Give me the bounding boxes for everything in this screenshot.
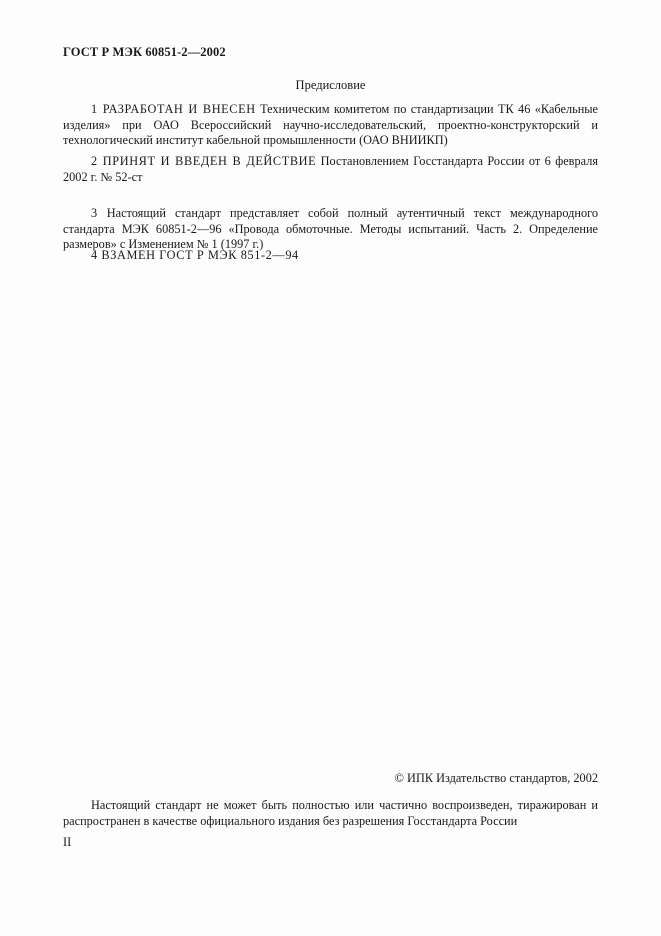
paragraph-text: Настоящий стандарт представляет собой полный аутентичный текст международного стандарта МЭК 60851-2—96 «Провода обмоточные. Методы испытаний. Часть 2. Определение размеров» с Изменением № 1 (1997 г.) [63,206,598,251]
paragraph-lead: 3 [91,206,98,220]
paragraph-text: Техническим комитетом по стандартизации ТК 46 «Кабельные изделия» при ОАО Всероссийский научно-исследовательский, проектно-конструкторский и технологический институт кабельной промышленности (ОАО ВНИИКП) [63,102,599,147]
paragraph-text: Постановлением Госстандарта России от 6 февраля 2002 г. № 52-ст [63,154,598,184]
paragraph-replaces [63,248,598,264]
copyright-line: © ИПК Издательство стандартов, 2002 [394,771,598,785]
section-title: Предисловие [295,78,366,92]
paragraph-adopted [63,154,598,185]
paragraph-lead: 4 ВЗАМЕН ГОСТ Р МЭК 851-2—94 [91,248,299,262]
page-number: II [63,835,72,849]
paragraph-developed-by [63,102,598,149]
paragraph-standard-text [63,206,598,253]
paragraph-lead: 2 ПРИНЯТ И ВВЕДЕН В ДЕЙСТВИЕ [91,154,317,168]
paragraph-lead: 1 РАЗРАБОТАН И ВНЕСЕН [91,102,256,116]
reproduction-notice: Настоящий стандарт не может быть полностью или частично воспроизведен, тиражирован и распространен в качестве официального издания без разрешения Госстандарта России [63,798,598,828]
document-header: ГОСТ Р МЭК 60851-2—2002 [63,45,226,59]
